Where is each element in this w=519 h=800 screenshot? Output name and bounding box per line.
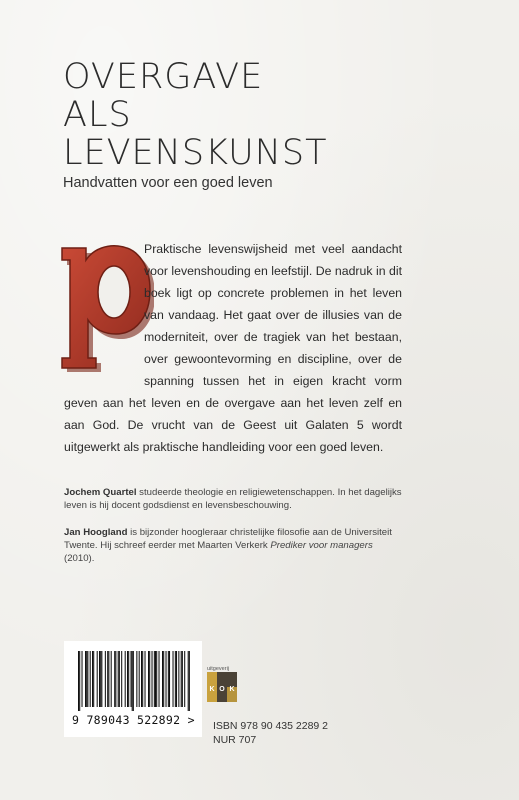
title-line-3: LEVENSKUNST — [63, 133, 328, 173]
barcode-bar — [139, 651, 140, 707]
dropcap-spacer — [64, 238, 144, 392]
author-name-2: Jan Hoogland — [64, 527, 128, 538]
barcode-bar — [93, 651, 94, 707]
barcode-bar — [136, 651, 137, 707]
barcode-bar — [159, 651, 160, 707]
barcode-bar — [142, 651, 143, 707]
barcode-bar — [168, 651, 169, 707]
barcode-bar — [107, 651, 108, 707]
barcode-bar — [86, 651, 87, 707]
logo-letter-k2: K — [229, 686, 235, 693]
barcode-bar — [108, 651, 109, 707]
barcode-bar — [178, 651, 179, 707]
barcode-bar — [119, 651, 120, 707]
logo-letter-k1: K — [209, 686, 215, 693]
barcode-bar — [154, 651, 155, 707]
barcode-bar — [100, 651, 101, 707]
barcode-bar — [163, 651, 164, 707]
barcode-bar — [145, 651, 146, 707]
barcode — [64, 641, 202, 737]
isbn-block — [213, 720, 328, 747]
book-subtitle: Handvatten voor een goed leven — [63, 175, 273, 191]
author-name-1: Jochem Quartel — [64, 487, 137, 498]
barcode-bar — [97, 651, 98, 707]
barcode-bar — [90, 651, 91, 707]
book-reference-year: (2010). — [64, 553, 95, 564]
barcode-bar — [92, 651, 93, 707]
barcode-bar — [105, 651, 106, 707]
barcode-bar — [85, 651, 86, 707]
barcode-bar — [111, 651, 112, 707]
barcode-bars — [78, 651, 190, 711]
barcode-bar — [162, 651, 163, 707]
title-line-2: ALS — [63, 95, 132, 135]
barcode-number: 9 789043 522892 > — [72, 713, 195, 727]
barcode-bar — [184, 651, 185, 707]
barcode-bar — [175, 651, 176, 707]
barcode-bar — [82, 651, 83, 707]
barcode-bar — [156, 651, 157, 707]
author-bio-2 — [64, 526, 404, 565]
barcode-bar — [155, 651, 156, 707]
barcode-bar — [127, 651, 128, 707]
barcode-bar — [141, 651, 142, 707]
barcode-bar — [173, 651, 174, 707]
barcode-bar — [128, 651, 129, 707]
barcode-bar — [114, 651, 115, 707]
barcode-bar — [169, 651, 170, 707]
barcode-bar — [115, 651, 116, 707]
barcode-bar — [78, 651, 79, 711]
barcode-bar — [101, 651, 102, 707]
barcode-bar — [125, 651, 126, 707]
barcode-bar — [189, 651, 190, 711]
barcode-bar — [166, 651, 167, 707]
author-bio-text-2: is bijzonder hoogleraar christelijke filosofie aan de Universiteit Twente. Hij schreef eerder met Maarten Verkerk — [64, 527, 392, 551]
dropcap-letter: p — [58, 242, 59, 243]
barcode-bar — [188, 651, 189, 711]
title-line-1: OVERGAVE — [63, 57, 264, 97]
barcode-bar — [148, 651, 149, 707]
book-title — [63, 58, 327, 172]
barcode-bar — [121, 651, 122, 707]
barcode-bar — [131, 651, 132, 707]
logo-letter-o: O — [219, 686, 225, 693]
barcode-bar — [79, 651, 80, 711]
nur-code: NUR 707 — [213, 733, 257, 746]
isbn-number: ISBN 978 90 435 2289 2 — [213, 720, 329, 732]
barcode-bar — [149, 651, 150, 707]
book-reference-title: Prediker voor managers — [270, 540, 373, 551]
barcode-bar — [118, 651, 119, 707]
blurb-paragraph: Praktische levenswijsheid met veel aandacht voor levenshouding en leefstijl. De nadruk in dit boek ligt op concrete problemen in het leven van vandaag. Het gaat over de illusies van de moderniteit, over de tragiek van het bestaan, over gewoontevorming en discipline, over de spanning tussen het in eigen kracht vorm geven aan het leven en de overgave aan het leven zelf en aan God. De vrucht van de Geest uit Galaten 5 wordt uitgewerkt als praktische handleiding voor een goed leven. — [64, 242, 402, 454]
barcode-bar — [152, 651, 153, 707]
barcode-bar — [182, 651, 183, 707]
barcode-bar — [132, 651, 133, 711]
publisher-logo — [207, 672, 237, 702]
barcode-bar — [181, 651, 182, 707]
author-bio-text-1: studeerde theologie en religiewetenschappen. In het dagelijks leven is hij docent godsdienst en levensbeschouwing. — [64, 487, 402, 511]
barcode-bar — [133, 651, 134, 711]
author-bio-1 — [64, 486, 404, 512]
barcode-bar — [87, 651, 88, 707]
publisher-label: uitgeverij — [207, 666, 230, 672]
blurb-text — [64, 238, 402, 458]
barcode-bar — [176, 651, 177, 707]
barcode-bar — [99, 651, 100, 707]
